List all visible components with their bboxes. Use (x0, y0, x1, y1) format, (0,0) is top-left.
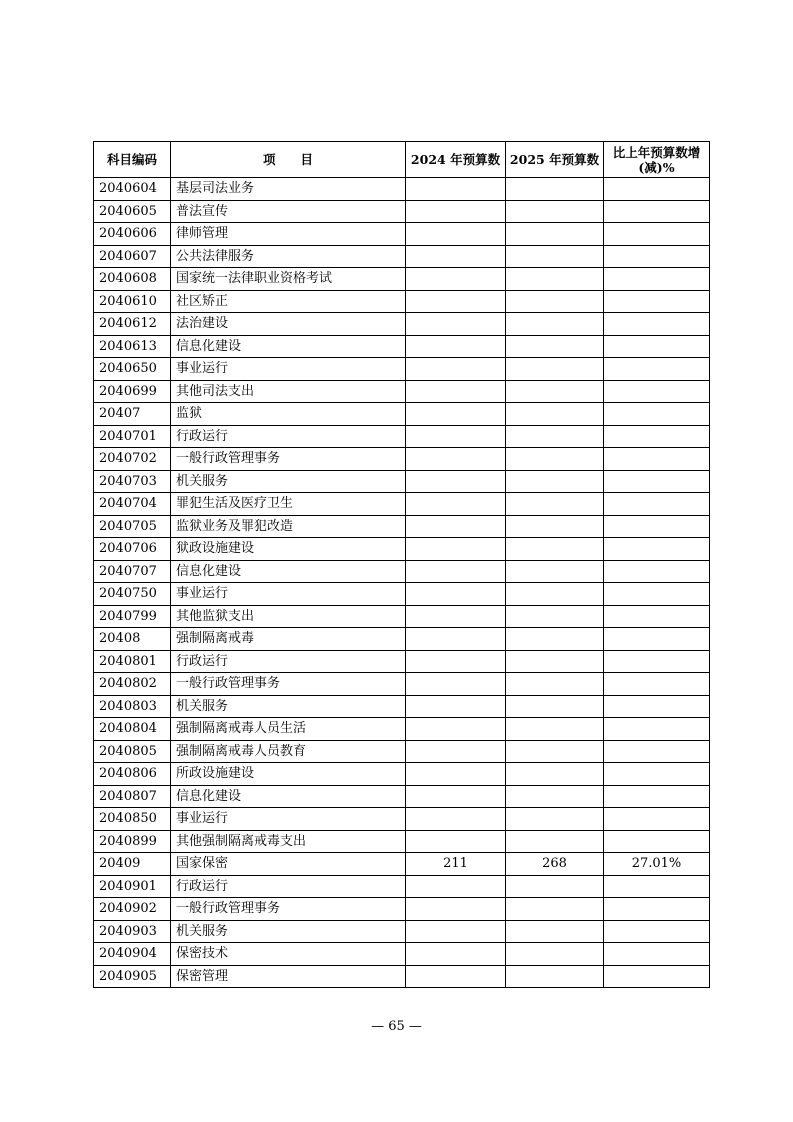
cell-change-percent (604, 403, 710, 426)
cell-name: 法治建设 (171, 313, 406, 336)
cell-change-percent (604, 178, 710, 201)
cell-2025-budget (506, 898, 604, 921)
cell-2024-budget (406, 493, 506, 516)
cell-change-percent (604, 425, 710, 448)
cell-name: 保密技术 (171, 943, 406, 966)
cell-2025-budget (506, 628, 604, 651)
cell-2025-budget (506, 943, 604, 966)
cell-change-percent (604, 830, 710, 853)
table-row (94, 943, 710, 966)
cell-change-percent (604, 628, 710, 651)
cell-2024-budget (406, 875, 506, 898)
table-row (94, 718, 710, 741)
cell-change-percent (604, 223, 710, 246)
cell-2024-budget (406, 830, 506, 853)
header-2024-budget: 2024 年预算数 (406, 142, 506, 178)
header-row (94, 142, 710, 178)
cell-change-percent (604, 875, 710, 898)
table-row (94, 335, 710, 358)
cell-change-percent (604, 493, 710, 516)
table-row (94, 560, 710, 583)
cell-2025-budget (506, 200, 604, 223)
header-change-percent: 比上年预算数增 (减)% (604, 142, 710, 178)
cell-2025-budget (506, 290, 604, 313)
cell-change-percent (604, 695, 710, 718)
cell-change-percent (604, 898, 710, 921)
cell-change-percent (604, 313, 710, 336)
cell-2024-budget (406, 380, 506, 403)
cell-name: 行政运行 (171, 875, 406, 898)
cell-2025-budget (506, 245, 604, 268)
cell-change-percent (604, 740, 710, 763)
cell-code: 2040706 (94, 538, 171, 561)
cell-name: 其他强制隔离戒毒支出 (171, 830, 406, 853)
table-row (94, 268, 710, 291)
cell-name: 其他监狱支出 (171, 605, 406, 628)
cell-2025-budget (506, 515, 604, 538)
cell-2025-budget (506, 560, 604, 583)
cell-change-percent (604, 515, 710, 538)
cell-name: 罪犯生活及医疗卫生 (171, 493, 406, 516)
cell-code: 2040608 (94, 268, 171, 291)
cell-name: 其他司法支出 (171, 380, 406, 403)
cell-code: 2040604 (94, 178, 171, 201)
cell-2025-budget (506, 785, 604, 808)
cell-name: 行政运行 (171, 425, 406, 448)
cell-name: 狱政设施建设 (171, 538, 406, 561)
cell-2024-budget (406, 605, 506, 628)
cell-change-percent (604, 943, 710, 966)
header-name: 项 目 (171, 142, 406, 178)
table-row (94, 358, 710, 381)
table-row (94, 898, 710, 921)
cell-change-percent (604, 673, 710, 696)
cell-2025-budget (506, 425, 604, 448)
cell-code: 2040605 (94, 200, 171, 223)
cell-code: 2040701 (94, 425, 171, 448)
cell-2024-budget (406, 223, 506, 246)
cell-2024-budget (406, 268, 506, 291)
cell-2025-budget (506, 493, 604, 516)
cell-change-percent (604, 808, 710, 831)
table-row (94, 425, 710, 448)
cell-2024-budget (406, 718, 506, 741)
cell-name: 一般行政管理事务 (171, 448, 406, 471)
cell-code: 2040850 (94, 808, 171, 831)
cell-2024-budget (406, 763, 506, 786)
cell-change-percent (604, 380, 710, 403)
table-row (94, 650, 710, 673)
table-row (94, 628, 710, 651)
cell-2025-budget (506, 178, 604, 201)
cell-code: 2040807 (94, 785, 171, 808)
cell-name: 社区矫正 (171, 290, 406, 313)
cell-name: 强制隔离戒毒 (171, 628, 406, 651)
cell-2025-budget (506, 740, 604, 763)
cell-code: 2040802 (94, 673, 171, 696)
cell-name: 事业运行 (171, 808, 406, 831)
cell-change-percent (604, 920, 710, 943)
cell-change-percent (604, 583, 710, 606)
cell-2025-budget (506, 380, 604, 403)
cell-code: 2040705 (94, 515, 171, 538)
table-row (94, 245, 710, 268)
cell-2024-budget (406, 628, 506, 651)
cell-name: 行政运行 (171, 650, 406, 673)
cell-code: 2040899 (94, 830, 171, 853)
cell-2024-budget (406, 290, 506, 313)
cell-2024-budget (406, 538, 506, 561)
cell-2024-budget (406, 695, 506, 718)
cell-change-percent (604, 358, 710, 381)
cell-2024-budget (406, 358, 506, 381)
table-body (94, 178, 710, 988)
cell-code: 2040901 (94, 875, 171, 898)
table-row (94, 223, 710, 246)
cell-2025-budget (506, 583, 604, 606)
cell-change-percent (604, 290, 710, 313)
cell-change-percent (604, 785, 710, 808)
cell-change-percent (604, 245, 710, 268)
cell-code: 2040699 (94, 380, 171, 403)
cell-2024-budget (406, 245, 506, 268)
cell-change-percent (604, 965, 710, 988)
cell-2025-budget (506, 448, 604, 471)
cell-2025-budget (506, 920, 604, 943)
cell-name: 国家统一法律职业资格考试 (171, 268, 406, 291)
table-row (94, 920, 710, 943)
cell-name: 强制隔离戒毒人员教育 (171, 740, 406, 763)
cell-change-percent (604, 560, 710, 583)
table-row (94, 178, 710, 201)
cell-name: 律师管理 (171, 223, 406, 246)
cell-code: 2040904 (94, 943, 171, 966)
cell-name: 信息化建设 (171, 785, 406, 808)
cell-change-percent (604, 335, 710, 358)
cell-name: 国家保密 (171, 853, 406, 876)
cell-change-percent (604, 470, 710, 493)
table-row (94, 830, 710, 853)
table-row (94, 493, 710, 516)
cell-name: 一般行政管理事务 (171, 898, 406, 921)
cell-code: 2040750 (94, 583, 171, 606)
cell-code: 2040650 (94, 358, 171, 381)
cell-change-percent (604, 718, 710, 741)
cell-2025-budget (506, 718, 604, 741)
cell-2025-budget (506, 965, 604, 988)
cell-name: 一般行政管理事务 (171, 673, 406, 696)
cell-name: 信息化建设 (171, 335, 406, 358)
cell-code: 2040905 (94, 965, 171, 988)
cell-code: 2040804 (94, 718, 171, 741)
cell-name: 保密管理 (171, 965, 406, 988)
cell-2025-budget (506, 605, 604, 628)
cell-code: 2040610 (94, 290, 171, 313)
cell-code: 2040704 (94, 493, 171, 516)
cell-change-percent (604, 538, 710, 561)
cell-2024-budget (406, 920, 506, 943)
cell-2025-budget (506, 470, 604, 493)
cell-code: 2040903 (94, 920, 171, 943)
page-number: — 65 — (371, 1019, 422, 1034)
cell-name: 信息化建设 (171, 560, 406, 583)
cell-name: 监狱业务及罪犯改造 (171, 515, 406, 538)
cell-2024-budget (406, 200, 506, 223)
table-row (94, 583, 710, 606)
cell-2025-budget (506, 335, 604, 358)
cell-change-percent (604, 448, 710, 471)
cell-name: 强制隔离戒毒人员生活 (171, 718, 406, 741)
cell-change-percent (604, 268, 710, 291)
cell-name: 监狱 (171, 403, 406, 426)
cell-name: 事业运行 (171, 358, 406, 381)
table-row (94, 605, 710, 628)
table-row (94, 875, 710, 898)
budget-table (93, 141, 710, 988)
table-row (94, 470, 710, 493)
cell-2025-budget (506, 223, 604, 246)
cell-code: 20407 (94, 403, 171, 426)
table-row (94, 673, 710, 696)
cell-2025-budget (506, 875, 604, 898)
table-row (94, 740, 710, 763)
cell-2025-budget (506, 763, 604, 786)
cell-2025-budget (506, 695, 604, 718)
cell-code: 2040607 (94, 245, 171, 268)
cell-name: 机关服务 (171, 920, 406, 943)
table-row (94, 448, 710, 471)
header-code: 科目编码 (94, 142, 171, 178)
table-row (94, 853, 710, 876)
cell-name: 普法宣传 (171, 200, 406, 223)
cell-2025-budget (506, 268, 604, 291)
cell-code: 20408 (94, 628, 171, 651)
cell-2024-budget (406, 965, 506, 988)
cell-code: 2040702 (94, 448, 171, 471)
cell-name: 事业运行 (171, 583, 406, 606)
cell-change-percent: 27.01% (604, 853, 710, 876)
cell-2024-budget: 211 (406, 853, 506, 876)
table-row (94, 763, 710, 786)
table-row (94, 808, 710, 831)
cell-code: 2040805 (94, 740, 171, 763)
cell-name: 公共法律服务 (171, 245, 406, 268)
cell-2024-budget (406, 335, 506, 358)
cell-2024-budget (406, 673, 506, 696)
cell-2024-budget (406, 650, 506, 673)
table-row (94, 200, 710, 223)
cell-code: 2040613 (94, 335, 171, 358)
table-header (94, 142, 710, 178)
cell-2025-budget (506, 403, 604, 426)
cell-2024-budget (406, 178, 506, 201)
cell-2024-budget (406, 448, 506, 471)
cell-change-percent (604, 763, 710, 786)
cell-2024-budget (406, 898, 506, 921)
table-row (94, 313, 710, 336)
cell-2024-budget (406, 583, 506, 606)
header-2025-budget: 2025 年预算数 (506, 142, 604, 178)
table-row (94, 403, 710, 426)
cell-2024-budget (406, 808, 506, 831)
cell-2024-budget (406, 740, 506, 763)
cell-2025-budget (506, 830, 604, 853)
cell-2024-budget (406, 785, 506, 808)
cell-2025-budget (506, 538, 604, 561)
table-row (94, 695, 710, 718)
cell-code: 2040801 (94, 650, 171, 673)
cell-2024-budget (406, 425, 506, 448)
cell-name: 机关服务 (171, 470, 406, 493)
table-row (94, 785, 710, 808)
cell-2024-budget (406, 403, 506, 426)
cell-change-percent (604, 605, 710, 628)
cell-2025-budget: 268 (506, 853, 604, 876)
cell-code: 2040703 (94, 470, 171, 493)
cell-code: 2040902 (94, 898, 171, 921)
cell-2024-budget (406, 515, 506, 538)
cell-2024-budget (406, 560, 506, 583)
cell-code: 20409 (94, 853, 171, 876)
cell-name: 所政设施建设 (171, 763, 406, 786)
cell-code: 2040707 (94, 560, 171, 583)
cell-2025-budget (506, 358, 604, 381)
cell-2025-budget (506, 313, 604, 336)
cell-code: 2040803 (94, 695, 171, 718)
cell-2025-budget (506, 650, 604, 673)
table-row (94, 538, 710, 561)
cell-2024-budget (406, 313, 506, 336)
cell-code: 2040799 (94, 605, 171, 628)
cell-change-percent (604, 200, 710, 223)
cell-code: 2040612 (94, 313, 171, 336)
cell-code: 2040806 (94, 763, 171, 786)
table-row (94, 965, 710, 988)
cell-code: 2040606 (94, 223, 171, 246)
table-row (94, 290, 710, 313)
cell-name: 基层司法业务 (171, 178, 406, 201)
table-row (94, 515, 710, 538)
cell-name: 机关服务 (171, 695, 406, 718)
cell-2024-budget (406, 943, 506, 966)
cell-change-percent (604, 650, 710, 673)
cell-2024-budget (406, 470, 506, 493)
cell-2025-budget (506, 808, 604, 831)
cell-2025-budget (506, 673, 604, 696)
table-row (94, 380, 710, 403)
